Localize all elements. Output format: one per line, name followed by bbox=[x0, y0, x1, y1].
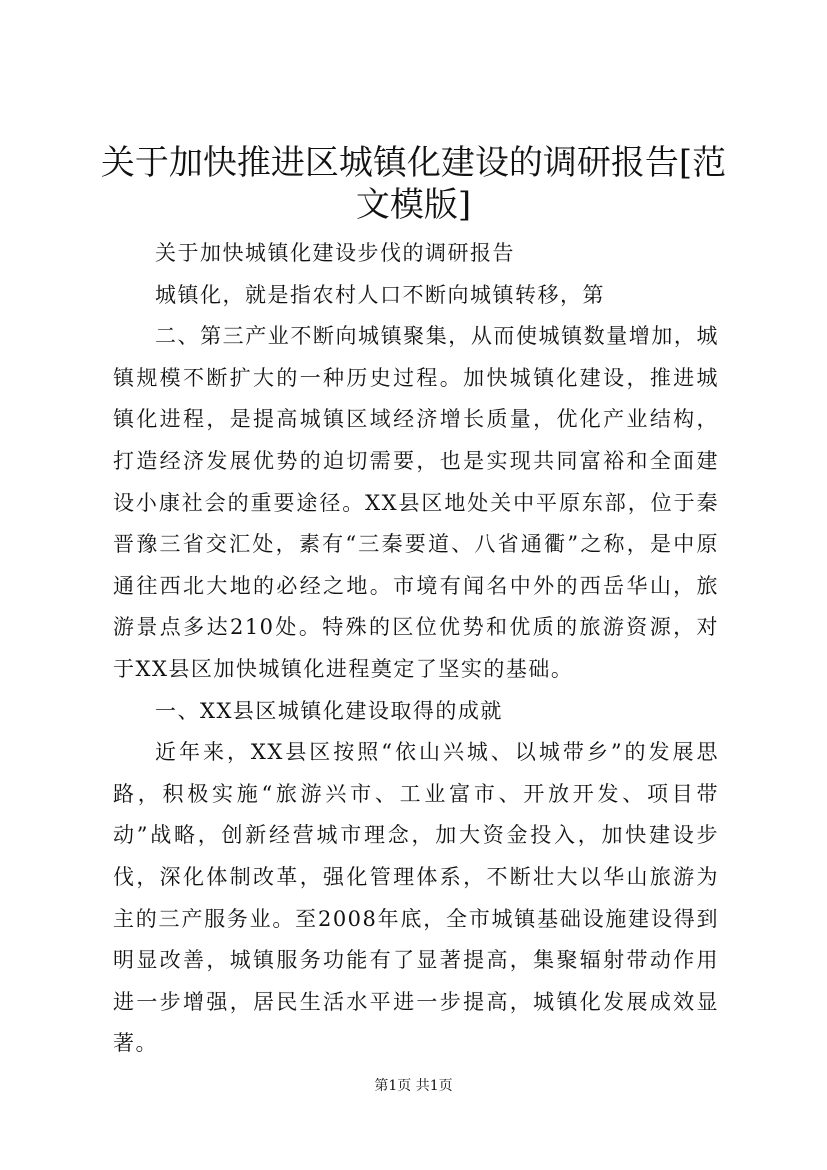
paragraph-intro: 城镇化，就是指农村人口不断向城镇转移，第 bbox=[155, 282, 605, 307]
document-title: 关于加快推进区城镇化建设的调研报告[范文模版] bbox=[100, 143, 727, 225]
page-footer: 第1页 共1页 bbox=[374, 1078, 453, 1094]
section-heading-achievements: 一、XX县区城镇化建设取得的成就 bbox=[155, 698, 503, 723]
document-body bbox=[113, 233, 719, 1065]
paragraph-background: 二、第三产业不断向城镇聚集，从而使城镇数量增加，城镇规模不断扩大的一种历史过程。加快城镇化建设，推进城镇化进程，是提高城镇区域经济增长质量，优化产业结构，打造经济发展优势的迫切需要，也是实现共同富裕和全面建设小康社会的重要途径。XX县区地处关中平原东部，位于秦晋豫三省交汇处，素有“三秦要道、八省通衢”之称，是中原通往西北大地的必经之地。市境有闻名中外的西岳华山，旅游景点多达210处。特殊的区位优势和优质的旅游资源，对于XX县区加快城镇化进程奠定了坚实的基础。 bbox=[113, 324, 719, 681]
paragraph-achievements: 近年来，XX县区按照“依山兴城、以城带乡”的发展思路，积极实施“旅游兴市、工业富市、开放开发、项目带动”战略，创新经营城市理念，加大资金投入，加快建设步伐，深化体制改革，强化管理体系，不断壮大以华山旅游为主的三产服务业。至2008年底，全市城镇基础设施建设得到明显改善，城镇服务功能有了显著提高，集聚辐射带动作用进一步增强，居民生活水平进一步提高，城镇化发展成效显著。 bbox=[113, 740, 719, 1056]
paragraph-subtitle: 关于加快城镇化建设步伐的调研报告 bbox=[155, 241, 515, 265]
